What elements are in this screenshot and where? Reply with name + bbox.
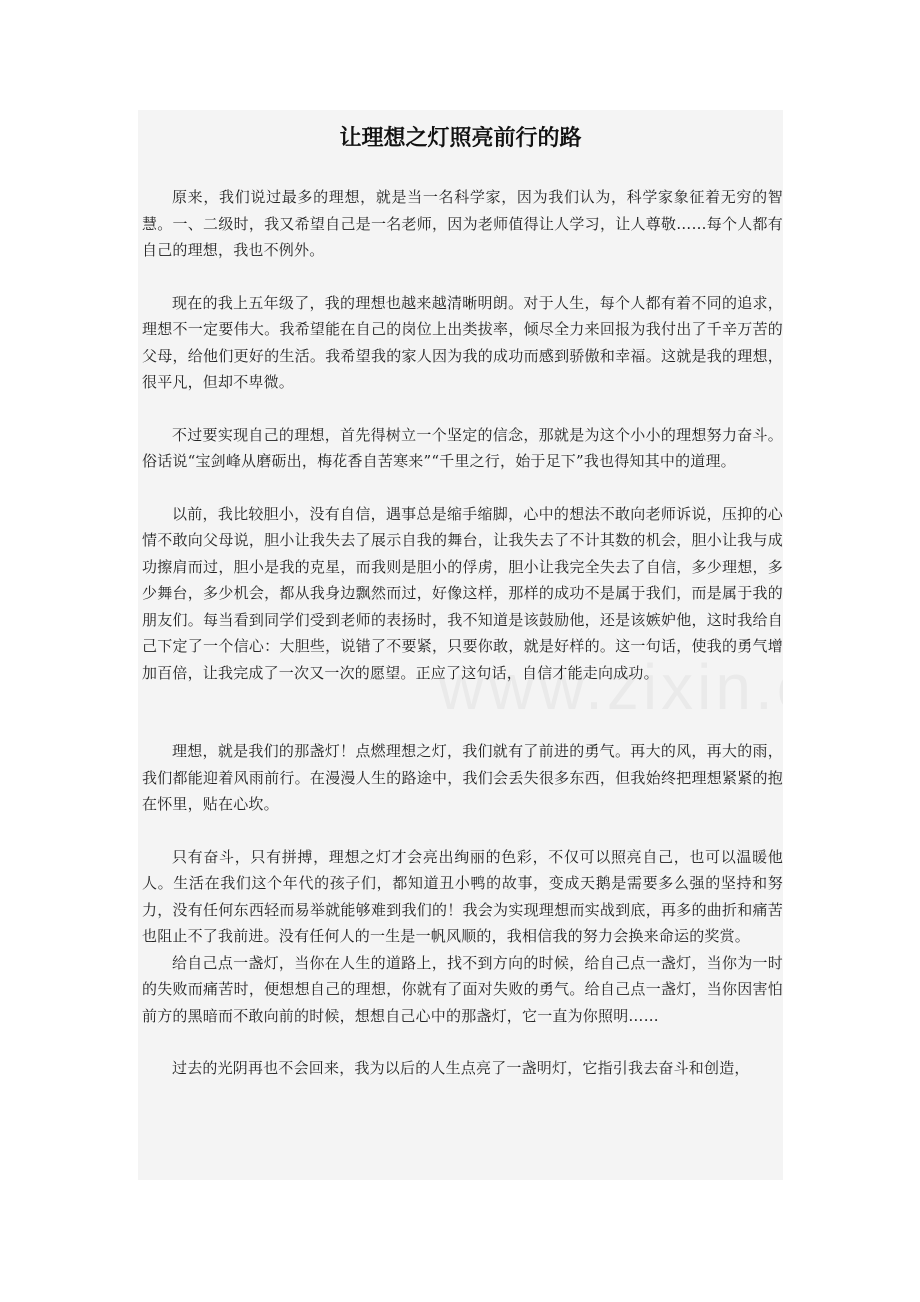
paragraph: 只有奋斗，只有拼搏，理想之灯才会亮出绚丽的色彩，不仅可以照亮自己，也可以温暖他人。生活在我们这个年代的孩子们，都知道丑小鸭的故事，变成天鹅是需要多么强的坚持和努力，没有任何东西轻而易举就能够难到我们的！我会为实现理想而实战到底，再多的曲折和痛苦也阻止不了我前进。没有任何人的一生是一帆风顺的，我相信我的努力会换来命运的奖赏。 xyxy=(142,847,783,945)
article-body xyxy=(142,184,783,1082)
paragraph: 现在的我上五年级了，我的理想也越来越清晰明朗。对于人生，每个人都有着不同的追求，理想不一定要伟大。我希望能在自己的岗位上出类拔率，倾尽全力来回报为我付出了千辛万苦的父母，给他们更好的生活。我希望我的家人因为我的成功而感到骄傲和幸福。这就是我的理想，很平凡，但却不卑微。 xyxy=(142,293,783,391)
paragraph: 原来，我们说过最多的理想，就是当一名科学家，因为我们认为，科学家象征着无穷的智慧。一、二级时，我又希望自己是一名老师，因为老师值得让人学习，让人尊敬……每个人都有自己的理想，我也不例外。 xyxy=(142,188,783,259)
article-title: 让理想之灯照亮前行的路 xyxy=(339,125,582,151)
article xyxy=(138,110,783,1180)
paragraph: 理想，就是我们的那盏灯！点燃理想之灯，我们就有了前进的勇气。再大的风，再大的雨，我们都能迎着风雨前行。在漫漫人生的路途中，我们会丢失很多东西，但我始终把理想紧紧的抱在怀里，贴在心坎。 xyxy=(142,742,783,813)
paragraph: 不过要实现自己的理想，首先得树立一个坚定的信念，那就是为这个小小的理想努力奋斗。俗话说“宝剑峰从磨砺出，梅花香自苦寒来”“千里之行，始于足下”我也得知其中的道理。 xyxy=(142,425,783,470)
paragraph: 给自己点一盏灯，当你在人生的道路上，找不到方向的时候，给自己点一盏灯，当你为一时的失败而痛苦时，便想想自己的理想，你就有了面对失败的勇气。给自己点一盏灯，当你因害怕前方的黑暗而不敢向前的时候，想想自己心中的那盏灯，它一直为你照明…… xyxy=(142,953,783,1025)
paragraph: 过去的光阴再也不会回来，我为以后的人生点亮了一盏明灯，它指引我去奋斗和创造， xyxy=(172,1059,750,1077)
paragraph: 以前，我比较胆小，没有自信，遇事总是缩手缩脚，心中的想法不敢向老师诉说，压抑的心情不敢向父母说，胆小让我失去了展示自我的舞台，让我失去了不计其数的机会，胆小让我与成功擦肩而过，胆小是我的克星，而我则是胆小的俘虏，胆小让我完全失去了自信，多少理想，多少舞台，多少机会，都从我身边飘然而过，好像这样，那样的成功不是属于我们，而是属于我的朋友们。每当看到同学们受到老师的表扬时，我不知道是该鼓励他，还是该嫉妒他，这时我给自己下定了一个信心：大胆些，说错了不要紧，只要你敢，就是好样的。这一句话，使我的勇气增加百倍，让我完成了一次又一次的愿望。正应了这句话，自信才能走向成功。 xyxy=(142,504,783,682)
